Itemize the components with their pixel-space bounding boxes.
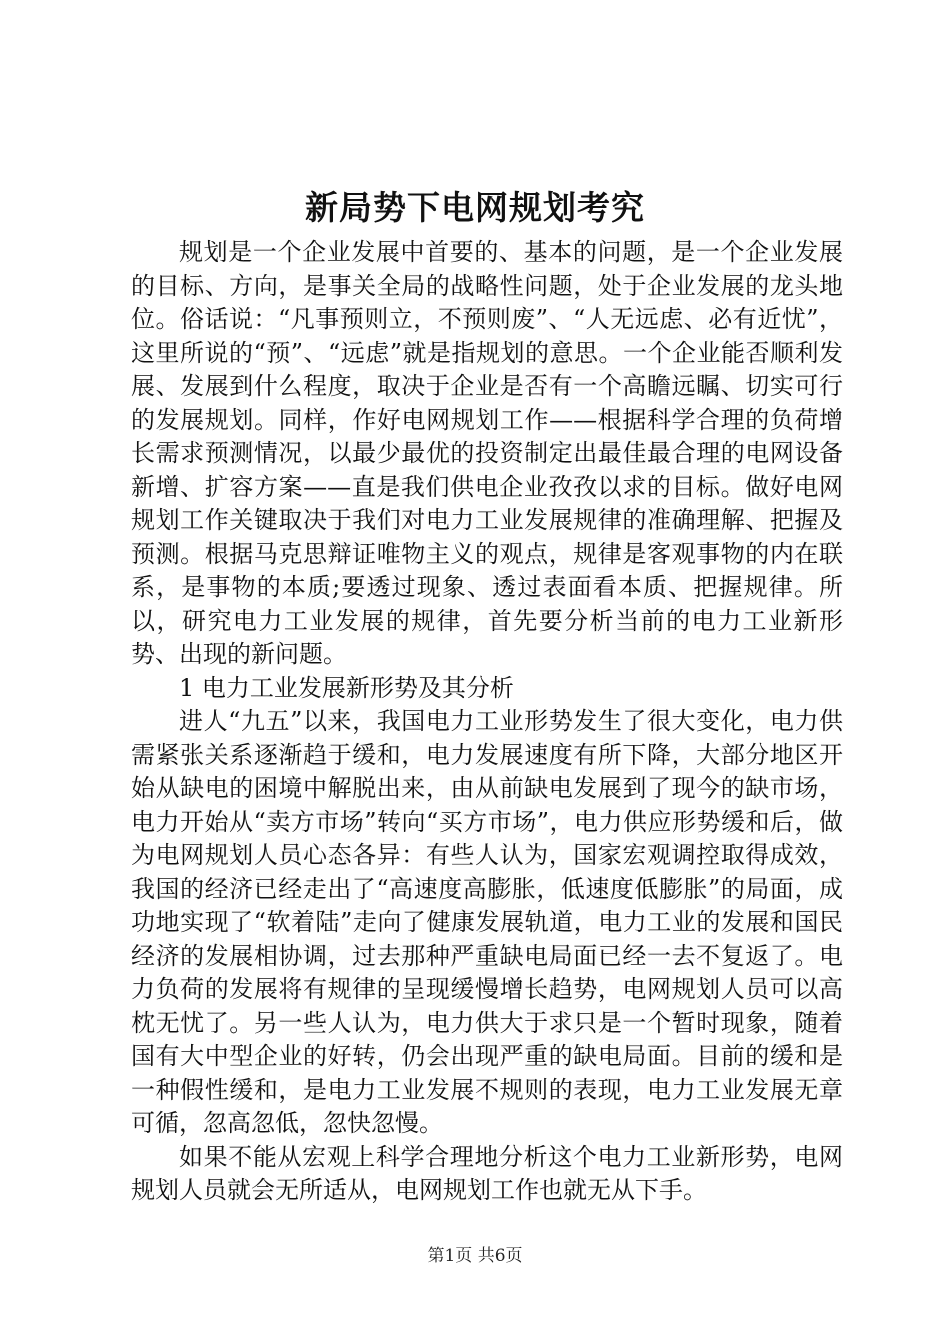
page-footer: 第1页 共6页: [427, 1246, 523, 1266]
document-title: 新局势下电网规划考究: [305, 188, 645, 227]
body-paragraph: 如果不能从宏观上科学合理地分析这个电力工业新形势，电网规划人员就会无所适从，电网规划工作也就无从下手。: [131, 1142, 843, 1204]
body-paragraph: 进人“九五”以来，我国电力工业形势发生了很大变化，电力供需紧张关系逐渐趋于缓和，电力发展速度有所下降，大部分地区开始从缺电的困境中解脱出来，由从前缺电发展到了现今的缺市场，电力开始从“卖方市场”转向“买方市场”，电力供应形势缓和后，做为电网规划人员心态各异：有些人认为，国家宏观调控取得成效，我国的经济已经走出了“高速度高膨胀，低速度低膨胀”的局面，成功地实现了“软着陆”走向了健康发展轨道，电力工业的发展和国民经济的发展相协调，过去那种严重缺电局面已经一去不复返了。电力负荷的发展将有规律的呈现缓慢增长趋势，电网规划人员可以高枕无忧了。另一些人认为，电力供大于求只是一个暂时现象，随着国有大中型企业的好转，仍会出现严重的缺电局面。目前的缓和是一种假性缓和，是电力工业发展不规则的表现，电力工业发展无章可循，忽高忽低，忽快忽慢。: [131, 707, 843, 1137]
intro-paragraph: 规划是一个企业发展中首要的、基本的问题，是一个企业发展的目标、方向，是事关全局的战略性问题，处于企业发展的龙头地位。俗话说：“凡事预则立，不预则废”、“人无远虑、必有近忧”，这里所说的“预”、“远虑”就是指规划的意思。一个企业能否顺利发展、发展到什么程度，取决于企业是否有一个高瞻远瞩、切实可行的发展规划。同样，作好电网规划工作——根据科学合理的负荷增长需求预测情况，以最少最优的投资制定出最佳最合理的电网设备新增、扩容方案——直是我们供电企业孜孜以求的目标。做好电网规划工作关键取决于我们对电力工业发展规律的准确理解、把握及预测。根据马克思辩证唯物主义的观点，规律是客观事物的内在联系，是事物的本质;要透过现象、透过表面看本质、把握规律。所以，研究电力工业发展的规律，首先要分析当前的电力工业新形势、出现的新问题。: [131, 238, 843, 668]
document-body: [131, 236, 843, 1208]
section-heading: 1 电力工业发展新形势及其分析: [179, 673, 514, 702]
